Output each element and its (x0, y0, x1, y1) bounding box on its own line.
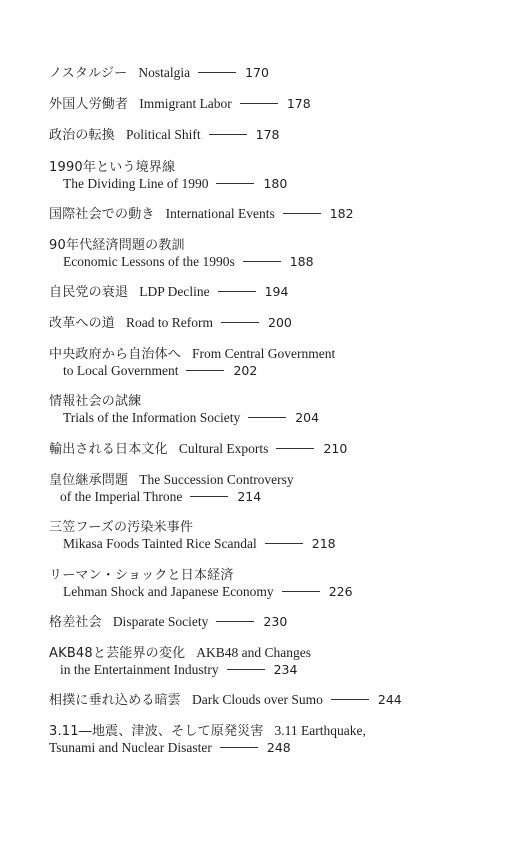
leader-line (186, 370, 224, 371)
leader-line (216, 621, 254, 622)
leader-line (282, 591, 320, 592)
page-number: 248 (266, 740, 291, 755)
page-number: 170 (245, 65, 269, 80)
toc-entry (49, 722, 366, 756)
entry-title-jp: 格差社会 (49, 615, 102, 630)
leader-line (248, 417, 286, 418)
entry-title-en: Lehman Shock and Japanese Economy (63, 584, 274, 599)
toc-entry (49, 345, 335, 379)
leader-line (190, 496, 228, 497)
toc-entry (49, 691, 402, 708)
page-number: 182 (329, 206, 354, 221)
page-number: 244 (377, 692, 402, 707)
entry-title-en: Mikasa Foods Tainted Rice Scandal (63, 536, 257, 551)
page-number: 226 (328, 584, 353, 599)
entry-title-en: The Succession Controversy (139, 472, 294, 487)
toc-entry (49, 392, 319, 426)
toc-entry (49, 205, 354, 222)
toc-entry (49, 613, 287, 630)
toc-entry (49, 314, 292, 331)
leader-line (276, 448, 314, 449)
page-number: 204 (295, 410, 320, 425)
entry-title-jp: 情報社会の試練 (49, 394, 142, 409)
entry-title-jp: 1990年という境界線 (49, 160, 176, 175)
toc-entry (49, 440, 347, 457)
entry-title-en: From Central Government (192, 346, 336, 361)
entry-title-jp: 自民党の衰退 (49, 285, 129, 300)
page-number: 180 (263, 176, 288, 191)
page-number: 194 (264, 284, 289, 299)
entry-title-jp: 三笠フーズの汚染米事件 (49, 520, 194, 535)
entry-title-jp: 輸出される日本文化 (49, 442, 168, 457)
page-number: 230 (263, 614, 288, 629)
toc-entry (49, 644, 311, 678)
entry-title-en: Political Shift (126, 127, 201, 142)
toc-entry (49, 158, 287, 192)
entry-title-jp: 外国人労働者 (49, 97, 129, 112)
entry-title-jp: 政治の転換 (49, 128, 116, 143)
entry-title-jp: 皇位継承問題 (49, 473, 129, 488)
entry-title-en: International Events (165, 206, 275, 221)
entry-title-en: Nostalgia (138, 65, 191, 80)
page-number: 188 (289, 254, 314, 269)
toc-entry (49, 566, 353, 600)
entry-title-en: Trials of the Information Society (63, 410, 241, 425)
leader-line (283, 213, 321, 214)
entry-title-jp: 中央政府から自治体へ (49, 347, 182, 362)
entry-title-en: Disparate Society (112, 614, 209, 629)
entry-title-en: 3.11 Earthquake, (274, 723, 366, 738)
entry-title-en-continued: in the Entertainment Industry (60, 662, 219, 677)
page-number: 178 (255, 127, 280, 142)
leader-line (221, 322, 259, 323)
entry-title-jp: 改革への道 (49, 316, 116, 331)
entry-title-en: Economic Lessons of the 1990s (63, 254, 235, 269)
leader-line (216, 183, 254, 184)
entry-title-jp: 国際社会での動き (49, 207, 155, 222)
entry-title-jp: 90年代経済問題の教訓 (49, 238, 185, 253)
entry-title-en-continued: to Local Government (63, 363, 179, 378)
toc-entry (49, 518, 336, 552)
entry-title-en: Road to Reform (126, 315, 214, 330)
leader-line (265, 543, 303, 544)
entry-title-en-continued: of the Imperial Throne (60, 489, 183, 504)
toc-entry (49, 95, 311, 112)
entry-title-en: AKB48 and Changes (196, 645, 312, 660)
toc-entry (49, 283, 288, 300)
entry-title-en: Immigrant Labor (139, 96, 232, 111)
leader-line (243, 261, 281, 262)
toc-entry (49, 471, 294, 505)
leader-line (331, 699, 369, 700)
leader-line (218, 291, 256, 292)
entry-title-jp: 相撲に垂れ込める暗雲 (49, 693, 182, 708)
leader-line (198, 72, 236, 73)
entry-title-jp: ノスタルジー (49, 66, 128, 81)
entry-title-en: Cultural Exports (178, 441, 269, 456)
page-number: 210 (323, 441, 348, 456)
page-number: 218 (311, 536, 336, 551)
entry-title-jp: AKB48と芸能界の変化 (49, 646, 186, 661)
page-number: 178 (286, 96, 311, 111)
leader-line (220, 747, 258, 748)
toc-entry (49, 236, 314, 270)
entry-title-en-continued: Tsunami and Nuclear Disaster (49, 740, 212, 755)
entry-title-en: Dark Clouds over Sumo (192, 692, 323, 707)
page-number: 234 (273, 662, 298, 677)
leader-line (240, 103, 278, 104)
entry-title-en: The Dividing Line of 1990 (63, 176, 209, 191)
leader-line (209, 134, 247, 135)
page-number: 202 (233, 363, 258, 378)
entry-title-en: LDP Decline (139, 284, 210, 299)
entry-title-jp: リーマン・ショックと日本経済 (49, 568, 234, 583)
page-number: 214 (237, 489, 262, 504)
toc-entry (49, 64, 269, 81)
page-number: 200 (268, 315, 292, 330)
toc-entry (49, 126, 280, 143)
entry-title-jp: 3.11―地震、津波、そして原発災害 (49, 724, 264, 739)
leader-line (227, 669, 265, 670)
